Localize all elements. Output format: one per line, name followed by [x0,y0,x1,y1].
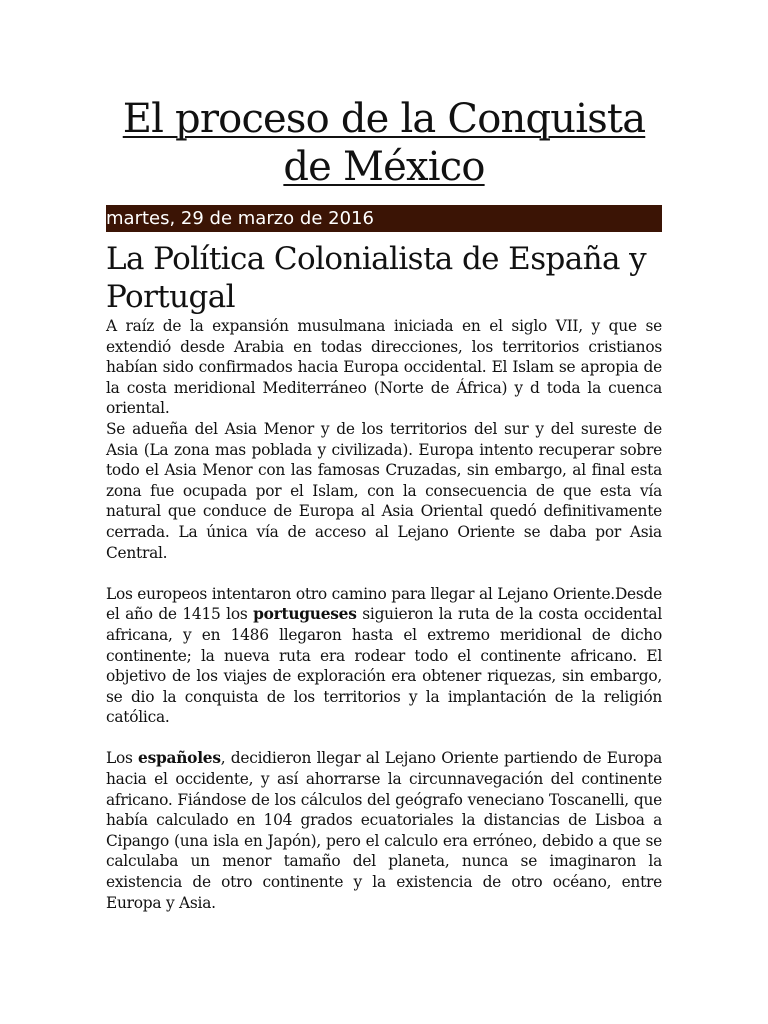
bold-term-espanoles: españoles [138,749,221,768]
paragraph-text: siguieron la ruta de la costa occidental africana, y en 1486 llegaron hasta el extremo meridional de dicho continente; la nueva ruta era rodear todo el continente africano. El objetivo de los viajes de exploración era obtener riquezas, sin embargo, se dio la conquista de los territorios y la implantación de la religión católica. [106,605,662,727]
post-paragraph: Se adueña del Asia Menor y de los territorios del sur y del sureste de Asia (La zona mas poblada y civilizada). Europa intento recuperar sobre todo el Asia Menor con las famosas Cruzadas, sin embargo, al final esta zona fue ocupada por el Islam, con la consecuencia de que esta vía natural que conduce de Europa al Asia Oriental quedó definitivamente cerrada. La única vía de acceso al Lejano Oriente se daba por Asia Central. [106,419,662,562]
paragraph-text: , decidieron llegar al Lejano Oriente partiendo de Europa hacia el occidente, y así ahorrarse la circunnavegación del continente africano. Fiándose de los cálculos del geógrafo veneciano Toscanelli, que había calculado en 104 grados ecuatoriales la distancias de Lisboa a Cipango (una isla en Japón), pero el calculo era erróneo, debido a que se calculaba un menor tamaño del planeta, nunca se imaginaron la existencia de otro continente y la existencia de otro océano, entre Europa y Asia. [106,749,662,912]
blog-title[interactable]: El proceso de la Conquista de México [122,96,646,190]
paragraph-text: Los [106,749,139,768]
post-paragraph: A raíz de la expansión musulmana iniciada en el siglo VII, y que se extendió desde Arabia en todas direcciones, los territorios cristianos habían sido confirmados hacia Europa occidental. El Islam se apropia de la costa meridional Mediterráneo (Norte de África) y d toda la cuenca oriental. [106,317,662,418]
post-paragraph [106,748,662,913]
post-paragraph [106,584,662,728]
bold-term-portugueses: portugueses [253,605,357,624]
blog-page [106,0,662,913]
post-body [106,316,662,913]
paragraph-text: Los europeos intentaron otro camino para llegar al Lejano Oriente.Desde el año de 1415 los [106,584,662,624]
post-title[interactable]: La Política Colonialista de España y Portugal [106,241,647,315]
post-date-header: martes, 29 de marzo de 2016 [106,205,662,232]
